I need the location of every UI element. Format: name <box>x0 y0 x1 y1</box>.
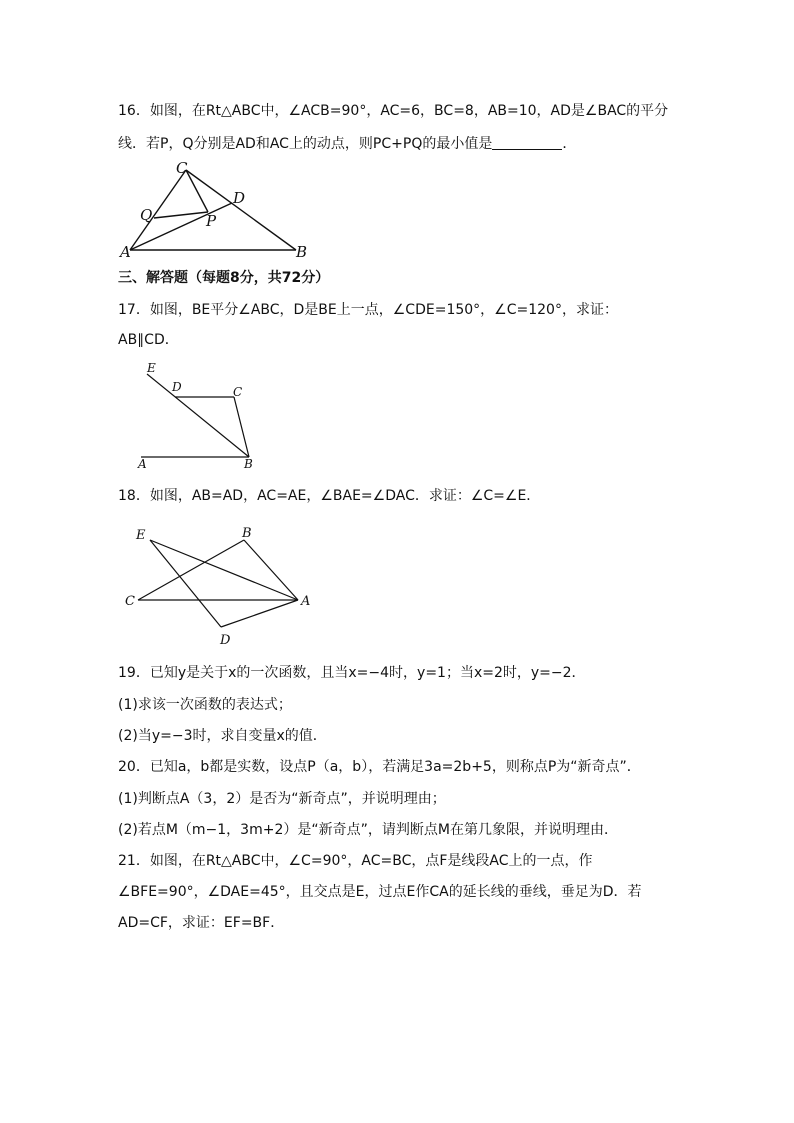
q16-line-1: 16．如图，在Rt△ABC中，∠ACB=90°，AC=6，BC=8，AB=10，AD是∠BAC的平分 <box>118 103 669 119</box>
label-b: B <box>242 526 252 541</box>
q17-line-2: AB∥CD． <box>118 332 179 348</box>
label-c: C <box>125 594 135 609</box>
q16-line-2-text: 线．若P，Q分别是AD和AC上的动点，则PC+PQ的最小值是 <box>118 136 493 152</box>
segment-ea <box>150 540 298 600</box>
segment-cb <box>186 170 296 250</box>
q18-figure <box>118 520 318 650</box>
q19-line-1: 19．已知y是关于x的一次函数，且当x=−4时，y=1；当x=2时，y=−2． <box>118 665 586 681</box>
q21-line-2: ∠BFE=90°，∠DAE=45°，且交点是E，过点E作CA的延长线的垂线，垂足为D．若 <box>118 884 642 900</box>
q17-line-1: 17．如图，BE平分∠ABC，D是BE上一点，∠CDE=150°，∠C=120°，求证： <box>118 302 618 318</box>
label-c: C <box>176 159 188 177</box>
label-d: D <box>220 633 231 648</box>
q20-line-1: 20．已知a，b都是实数，设点P（a，b），若满足3a=2b+5，则称点P为“新奇点”． <box>118 759 641 775</box>
label-e: E <box>136 528 146 543</box>
q20-sub-2: (2)若点M（m−1，3m+2）是“新奇点”，请判断点M在第几象限，并说明理由． <box>118 822 618 838</box>
label-b: B <box>296 243 308 261</box>
q19-sub-1: (1)求该一次函数的表达式； <box>118 697 292 713</box>
segment-ed <box>150 540 221 627</box>
q20-sub-1: (1)判断点A（3，2）是否为“新奇点”，并说明理由； <box>118 791 446 807</box>
segment-pc <box>186 170 208 212</box>
answer-blank <box>492 135 562 150</box>
q21-line-3: AD=CF，求证：EF=BF． <box>118 915 285 931</box>
segment-ba <box>244 540 298 600</box>
segment-da <box>221 600 298 627</box>
label-a: A <box>301 594 311 609</box>
label-d: D <box>233 189 246 207</box>
label-c: C <box>233 385 243 399</box>
label-b: B <box>244 457 253 471</box>
q16-line-2-end: ． <box>562 136 577 152</box>
q18-line-1: 18．如图，AB=AD，AC=AE，∠BAE=∠DAC．求证：∠C=∠E． <box>118 488 541 504</box>
segment-cb <box>234 397 249 457</box>
segment-ac <box>130 170 186 250</box>
label-a: A <box>138 457 147 471</box>
label-q: Q <box>140 206 153 224</box>
q21-line-1: 21．如图，在Rt△ABC中，∠C=90°，AC=BC，点F是线段AC上的一点，作 <box>118 853 593 869</box>
label-e: E <box>147 361 156 375</box>
q16-line-2 <box>118 134 576 154</box>
q16-figure <box>118 158 318 262</box>
label-a: A <box>120 243 131 261</box>
q19-sub-2: (2)当y=−3时，求自变量x的值． <box>118 728 327 744</box>
q17-figure <box>130 360 270 472</box>
label-d: D <box>172 380 182 394</box>
section-3-heading: 三、解答题（每题8分，共72分） <box>118 270 330 286</box>
label-p: P <box>206 212 217 230</box>
